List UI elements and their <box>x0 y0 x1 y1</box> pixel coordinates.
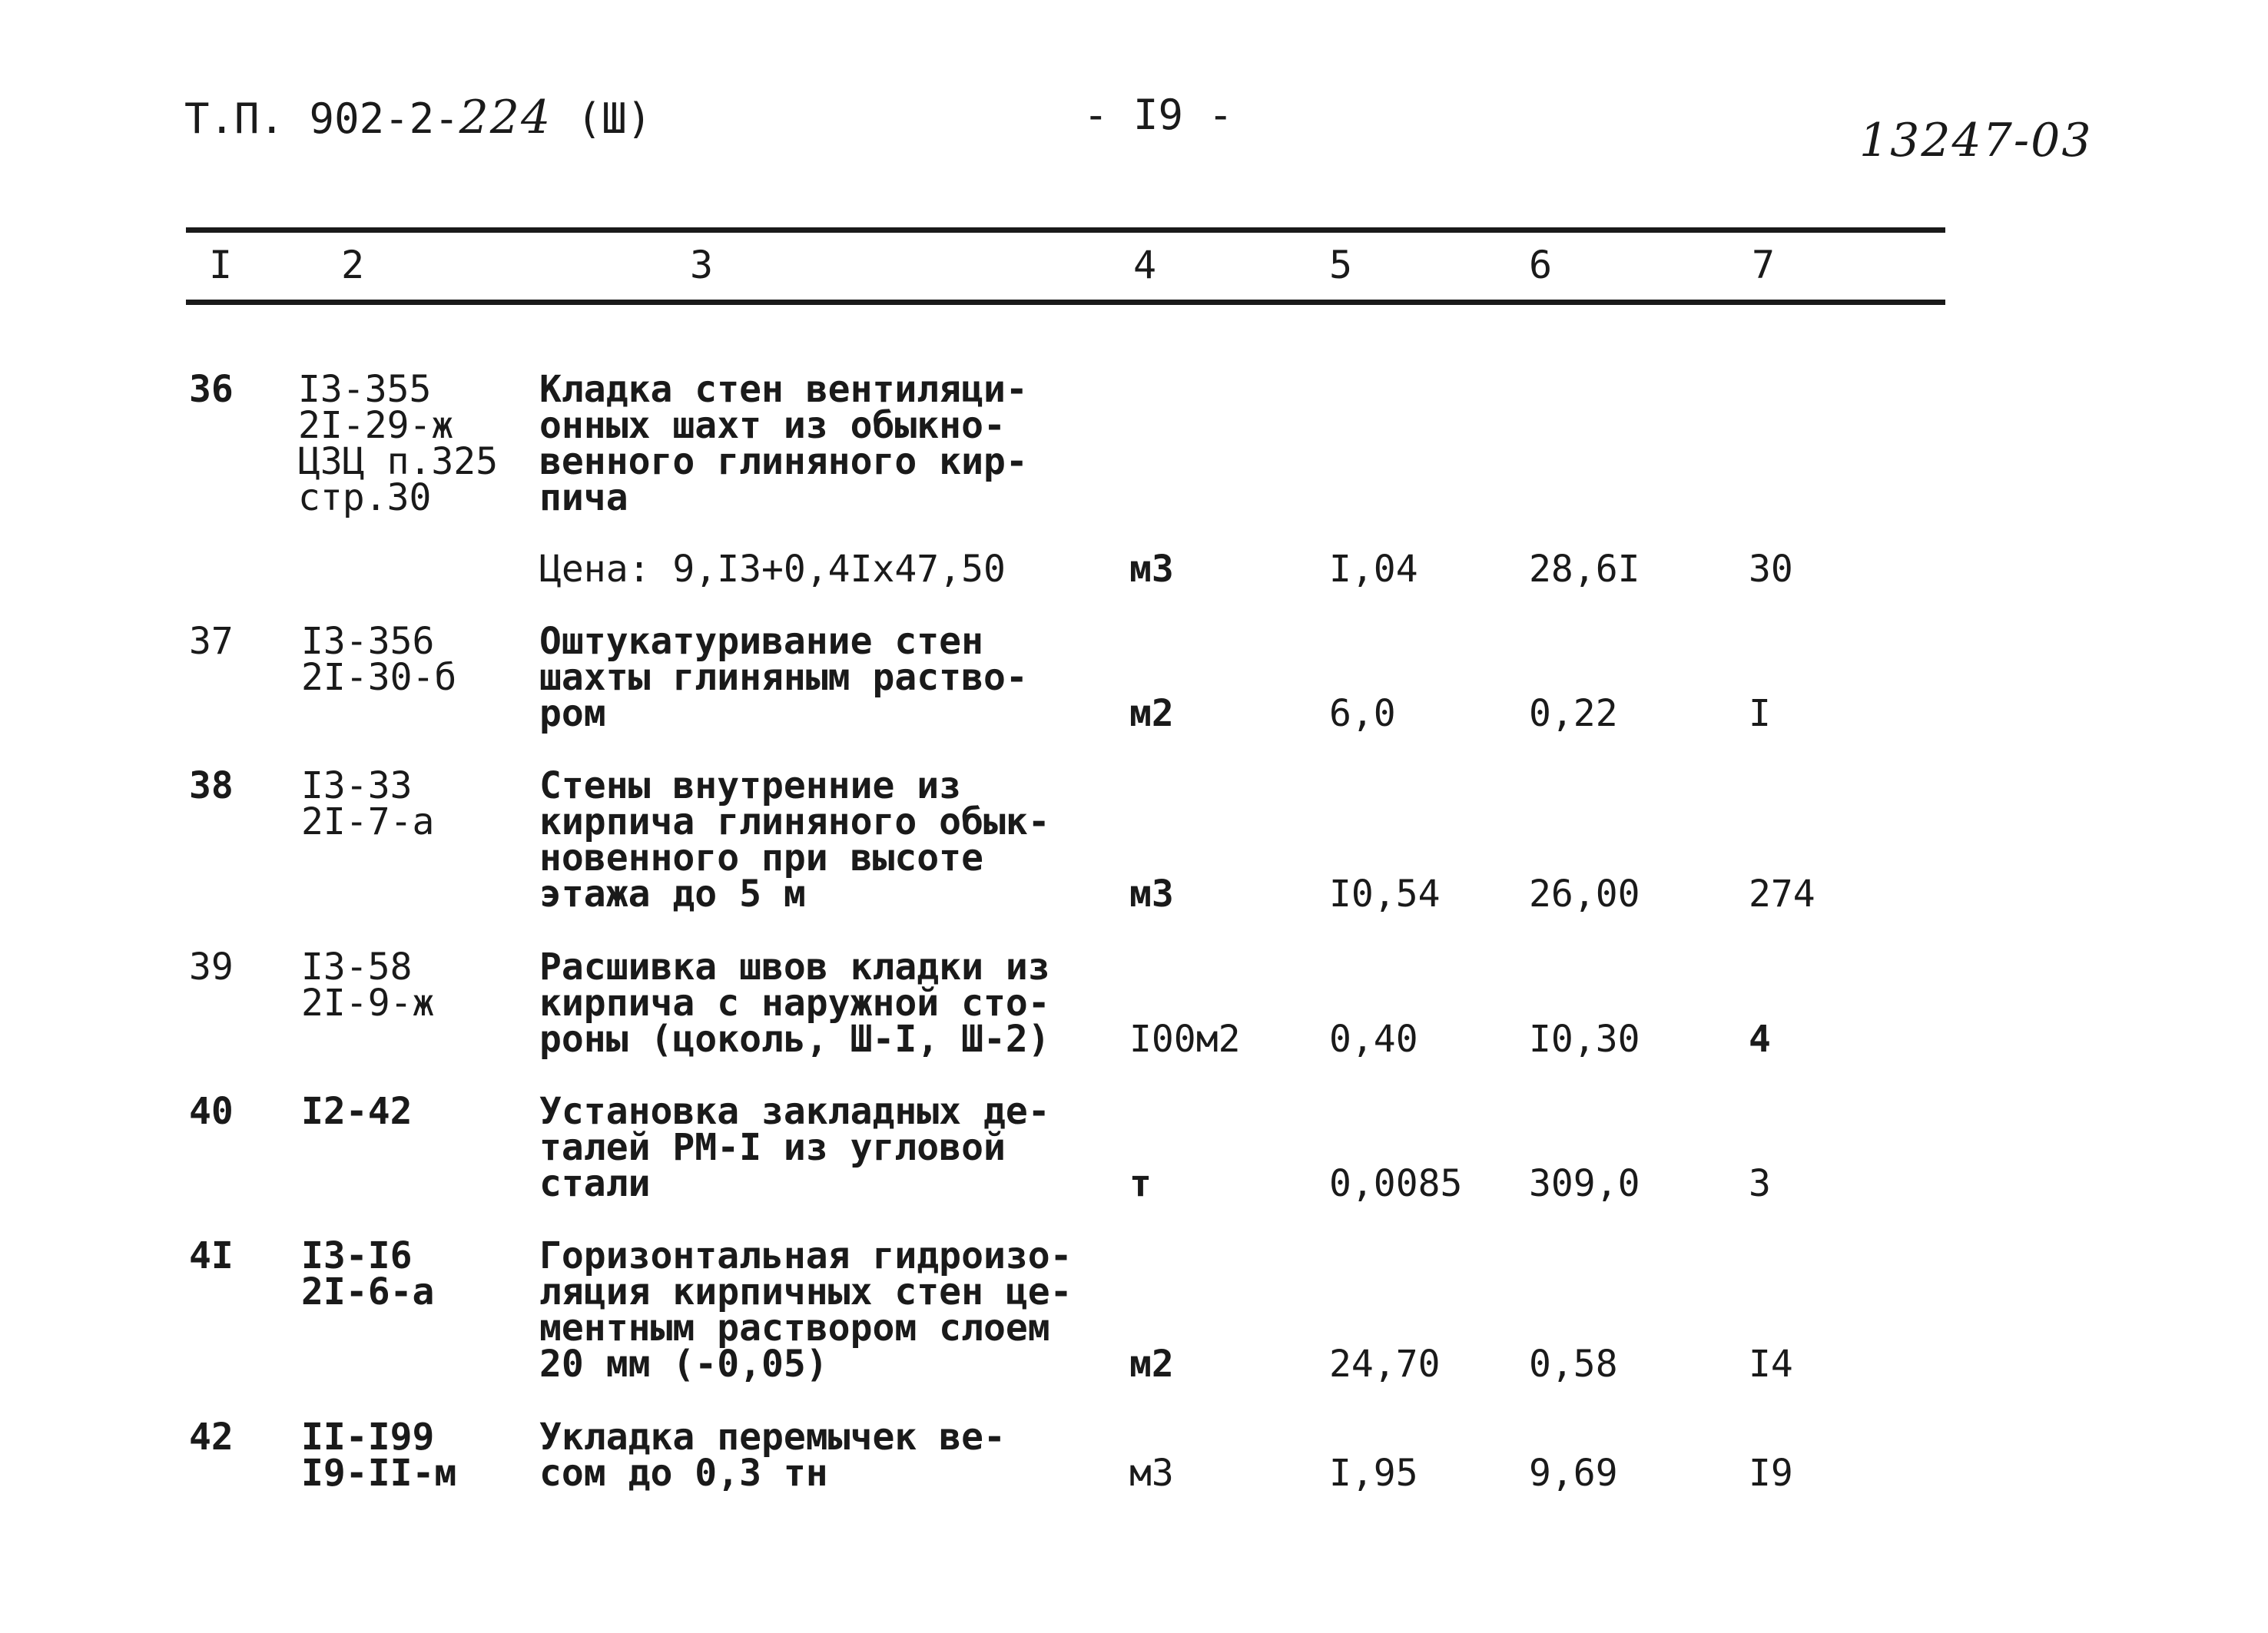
column-header-5: 5 <box>1329 243 1353 287</box>
unit: м3 <box>1129 873 1174 916</box>
doc-number-handwritten: 224 <box>459 91 552 144</box>
document-id <box>184 91 652 144</box>
work-description: Оштукатуривание стен шахты глиняным раство- ром <box>539 620 1028 735</box>
price-formula: Цена: 9,I3+0,4Iх47,50 <box>539 548 1006 591</box>
page-number: - I9 - <box>1083 91 1234 139</box>
unit: м3 <box>1129 1452 1174 1495</box>
norm-code: I3-33 2I-7-а <box>301 764 435 843</box>
work-description: Расшивка швов кладки из кирпича с наружной сто- роны (цоколь, Ш-I, Ш-2) <box>539 946 1050 1061</box>
unit-price: 26,00 <box>1529 873 1640 916</box>
total-cost: 30 <box>1749 548 1793 591</box>
unit: т <box>1129 1162 1152 1205</box>
doc-suffix: (Ш) <box>552 94 652 143</box>
column-header-4: 4 <box>1133 243 1157 287</box>
table-top-rule <box>186 227 1945 233</box>
work-description: Кладка стен вентиляци- онных шахт из обыкно- венного глиняного кир- пича <box>539 368 1028 519</box>
quantity: I,95 <box>1329 1452 1418 1495</box>
unit: I00м2 <box>1129 1018 1241 1061</box>
total-cost: 3 <box>1749 1162 1771 1205</box>
unit: м2 <box>1129 1343 1174 1386</box>
quantity: 0,0085 <box>1329 1162 1463 1205</box>
work-description: Укладка перемычек ве- сом до 0,3 тн <box>539 1416 1006 1495</box>
norm-code: I3-I6 2I-6-а <box>301 1234 435 1313</box>
unit: м2 <box>1129 692 1174 735</box>
total-cost: I9 <box>1749 1452 1793 1495</box>
column-header-1: I <box>209 243 233 287</box>
quantity: 24,70 <box>1329 1343 1441 1386</box>
work-description: Установка закладных де- талей РМ-I из угловой стали <box>539 1090 1050 1205</box>
row-number: 39 <box>189 946 234 989</box>
unit-price: 0,58 <box>1529 1343 1618 1386</box>
norm-code: I2-42 <box>301 1090 413 1133</box>
column-header-7: 7 <box>1752 243 1776 287</box>
row-number: 37 <box>189 620 234 663</box>
doc-prefix: Т.П. 902-2- <box>184 94 459 143</box>
norm-code: I3-356 2I-30-б <box>301 620 457 699</box>
row-number: 40 <box>189 1090 234 1133</box>
total-cost: I4 <box>1749 1343 1793 1386</box>
norm-code: II-I99 I9-II-м <box>301 1416 457 1495</box>
column-header-3: 3 <box>690 243 714 287</box>
total-cost: I <box>1749 692 1771 735</box>
row-number: 4I <box>189 1234 234 1277</box>
total-cost: 4 <box>1749 1018 1771 1061</box>
quantity: 0,40 <box>1329 1018 1418 1061</box>
total-cost: 274 <box>1749 873 1815 916</box>
unit-price: 28,6I <box>1529 548 1640 591</box>
quantity: 6,0 <box>1329 692 1396 735</box>
unit-price: 9,69 <box>1529 1452 1618 1495</box>
table-header-rule <box>186 300 1945 305</box>
work-description: Стены внутренние из кирпича глиняного обык- новенного при высоте этажа до 5 м <box>539 764 1050 916</box>
quantity: I,04 <box>1329 548 1418 591</box>
row-number: 38 <box>189 764 234 807</box>
quantity: I0,54 <box>1329 873 1441 916</box>
row-number: 36 <box>189 368 234 411</box>
norm-code: I3-58 2I-9-ж <box>301 946 435 1025</box>
unit-price: 309,0 <box>1529 1162 1640 1205</box>
archive-number: 13247-03 <box>1859 114 2093 167</box>
unit-price: I0,30 <box>1529 1018 1640 1061</box>
norm-code: I3-355 2I-29-ж ЦЗЦ п.325 стр.30 <box>298 368 499 519</box>
row-number: 42 <box>189 1416 234 1459</box>
unit-price: 0,22 <box>1529 692 1618 735</box>
work-description: Горизонтальная гидроизо- ляция кирпичных стен це- ментным раствором слоем 20 мм (-0,05) <box>539 1234 1073 1386</box>
column-header-6: 6 <box>1529 243 1553 287</box>
unit: м3 <box>1129 548 1174 591</box>
column-header-2: 2 <box>341 243 365 287</box>
